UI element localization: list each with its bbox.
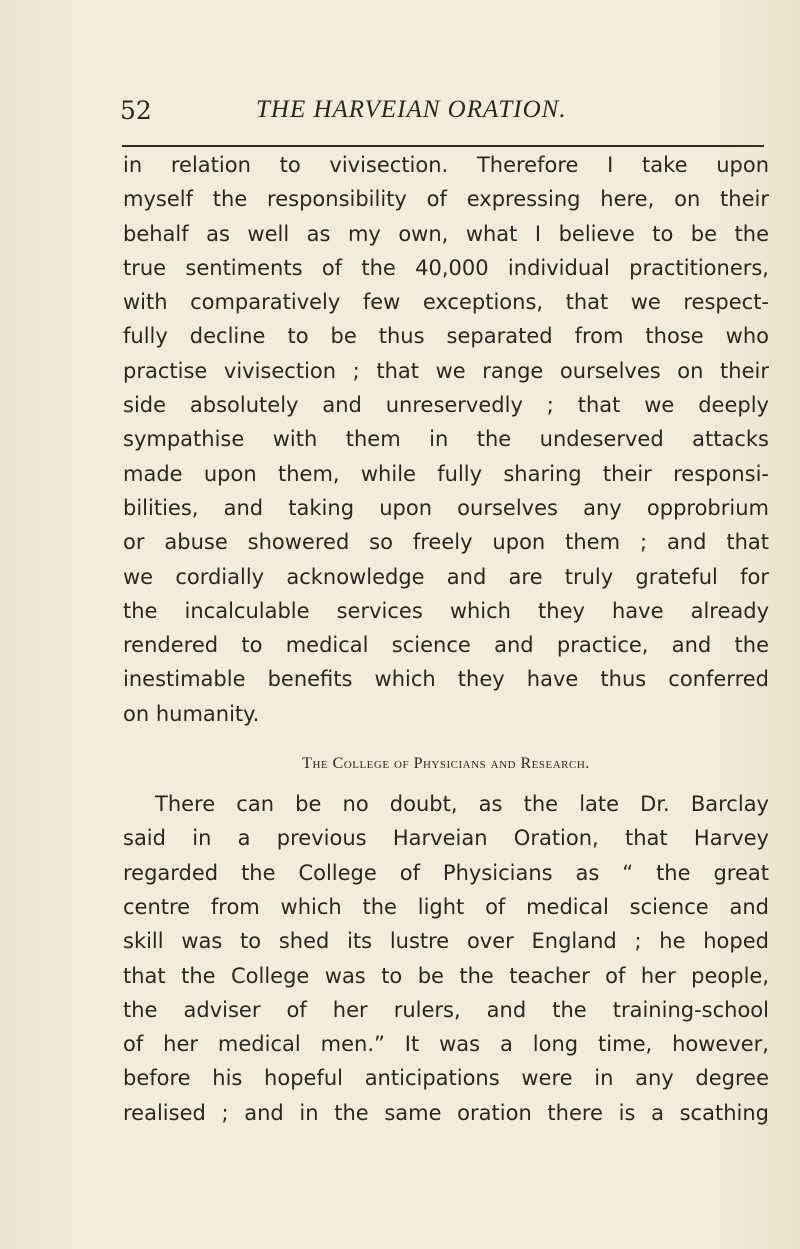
paragraph-college-of-physicians [123,787,769,1130]
text-line: rendered to medical science and practice, and the [123,633,769,658]
text-line: regarded the College of Physicians as “ the great [123,860,769,885]
text-line: that the College was to be the teacher of her people, [123,963,769,988]
text-line: on humanity. [123,701,260,726]
section-heading: The College of Physicians and Research. [302,755,590,773]
running-head: THE HARVEIAN ORATION. [256,96,567,123]
text-line: realised ; and in the same oration there is a scathing [123,1100,769,1125]
text-line: myself the responsibility of expressing here, on their [123,187,769,212]
text-line: before his hopeful anticipations were in any degree [123,1066,769,1091]
paragraph-vivisection [123,148,769,731]
text-line: inestimable benefits which they have thus conferred [123,667,769,692]
text-line: with comparatively few exceptions, that we respect- [123,290,769,315]
text-line: side absolutely and unreservedly ; that we deeply [123,393,769,418]
text-line: the adviser of her rulers, and the training-school [123,997,769,1022]
text-line: the incalculable services which they have already [123,598,769,623]
text-line: There can be no doubt, as the late Dr. Barclay [155,792,769,817]
text-line: centre from which the light of medical science and [123,894,769,919]
text-line: fully decline to be thus separated from those who [123,324,769,349]
page-number: 52 [120,96,152,125]
text-line: in relation to vivisection. Therefore I take upon [123,153,769,177]
body-text [123,148,769,1130]
text-line: made upon them, while fully sharing their responsi- [123,461,769,486]
text-line: practise vivisection ; that we range ourselves on their [123,358,769,383]
header-rule [122,145,764,147]
text-line: of her medical men.” It was a long time, however, [123,1032,769,1057]
text-line: behalf as well as my own, what I believe to be the [123,221,769,246]
text-line: skill was to shed its lustre over England ; he hoped [123,929,769,954]
text-line: or abuse showered so freely upon them ; and that [123,530,769,555]
text-line: we cordially acknowledge and are truly grateful for [123,564,769,589]
page-header [120,96,765,136]
text-line: said in a previous Harveian Oration, that Harvey [123,826,769,851]
text-line: true sentiments of the 40,000 individual practitioners, [123,255,769,280]
text-line: sympathise with them in the undeserved attacks [123,427,769,452]
text-line: bilities, and taking upon ourselves any opprobrium [123,495,769,520]
